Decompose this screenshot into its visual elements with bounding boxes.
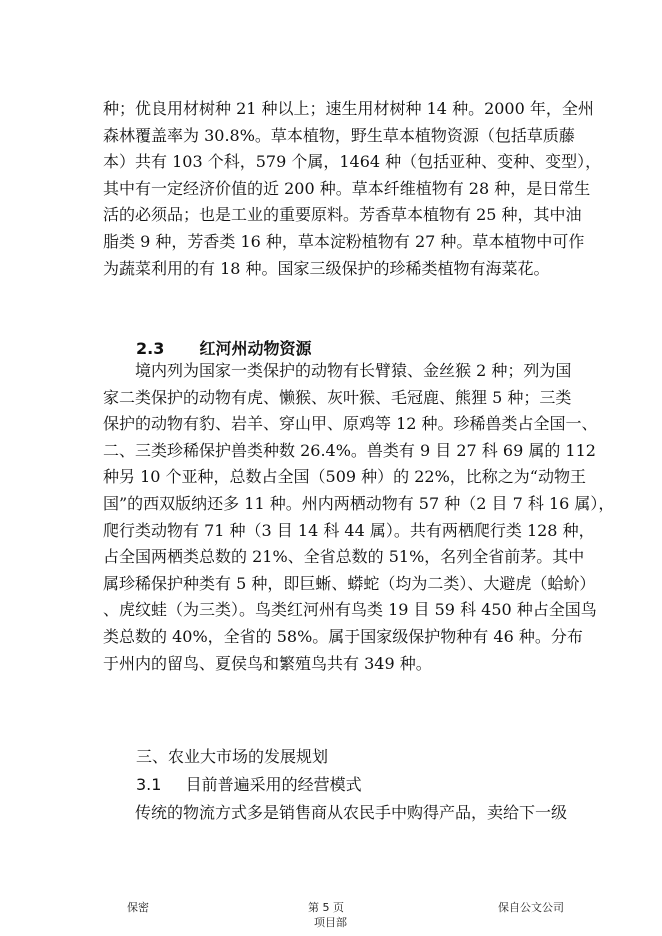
section-heading-3: 三、农业大市场的发展规划 bbox=[136, 747, 329, 766]
footer-page-number: 第 5 页 bbox=[308, 901, 344, 914]
text-line: 占全国两栖类总数的 21%、全省总数的 51%，名列全省前茅。其中 bbox=[103, 547, 585, 567]
text-line: 境内列为国家一类保护的动物有长臂猿、金丝猴 2 种；列为国 bbox=[135, 361, 572, 380]
text-line: 于州内的留鸟、夏侯鸟和繁殖鸟共有 349 种。 bbox=[103, 653, 432, 673]
section-number: 2.3 bbox=[136, 339, 165, 358]
text-line: 国”的西双版纳还多 11 种。州内两栖动物有 57 种（2 目 7 科 16 属）， bbox=[103, 493, 615, 513]
section-title: 目前普遍采用的经营模式 bbox=[185, 775, 362, 794]
text-line: 爬行类动物有 71 种（3 目 14 科 44 属）。共有两栖爬行类 128 种， bbox=[103, 520, 595, 540]
text-line: 活的必须品；也是工业的重要原料。芳香草本植物有 25 种，其中油 bbox=[103, 205, 582, 225]
text-line: 种另 10 个亚种，总数占全国（509 种）的 22%，比称之为“动物王 bbox=[103, 467, 586, 487]
text-line: 其中有一定经济价值的近 200 种。草本纤维植物有 28 种，是日常生 bbox=[103, 178, 591, 198]
text-line: 本）共有 103 个科，579 个属，1464 种（包括亚种、变种、变型）， bbox=[103, 152, 602, 172]
section-number: 3.1 bbox=[136, 775, 162, 794]
text-line: 属珍稀保护种类有 5 种，即巨蜥、蟒蛇（均为二类）、大避虎（蛤蚧） bbox=[103, 573, 596, 593]
footer-sub: 项目部 bbox=[314, 916, 347, 929]
section-heading-2-3 bbox=[136, 336, 312, 359]
paragraph-logistics bbox=[103, 800, 573, 827]
section-heading-3-1 bbox=[136, 772, 362, 795]
text-line: 脂类 9 种，芳香类 16 种，草本淀粉植物有 27 种。草本植物中可作 bbox=[103, 231, 585, 251]
text-line: 保护的动物有豹、岩羊、穿山甲、原鸡等 12 种。珍稀兽类占全国一、 bbox=[103, 414, 598, 434]
text-line: 森林覆盖率为 30.8%。草本植物，野生草本植物资源（包括草质藤 bbox=[103, 125, 575, 145]
paragraph-animal-resources bbox=[103, 358, 615, 677]
footer-left: 保密 bbox=[127, 901, 149, 914]
text-line: 类总数的 40%，全省的 58%。属于国家级保护物种有 46 种。分布 bbox=[103, 626, 583, 646]
text-line: 家二类保护的动物有虎、懒猴、灰叶猴、毛冠鹿、熊狸 5 种；三类 bbox=[103, 387, 572, 407]
text-line: 、虎纹蛙（为三类）。鸟类红河州有鸟类 19 目 59 科 450 种占全国鸟 bbox=[103, 600, 597, 620]
footer-right: 保自公文公司 bbox=[498, 901, 564, 914]
text-line: 二、三类珍稀保护兽类种数 26.4%。兽类有 9 目 27 科 69 属的 112 bbox=[103, 440, 596, 460]
paragraph-plant-resources bbox=[103, 96, 602, 282]
text-line: 传统的物流方式多是销售商从农民手中购得产品，卖给下一级 bbox=[135, 803, 568, 822]
section-title: 红河州动物资源 bbox=[199, 339, 312, 358]
text-line: 种；优良用材树种 21 种以上；速生用材树种 14 种。2000 年，全州 bbox=[103, 99, 594, 118]
text-line: 为蔬菜利用的有 18 种。国家三级保护的珍稀类植物有海菜花。 bbox=[103, 258, 550, 278]
